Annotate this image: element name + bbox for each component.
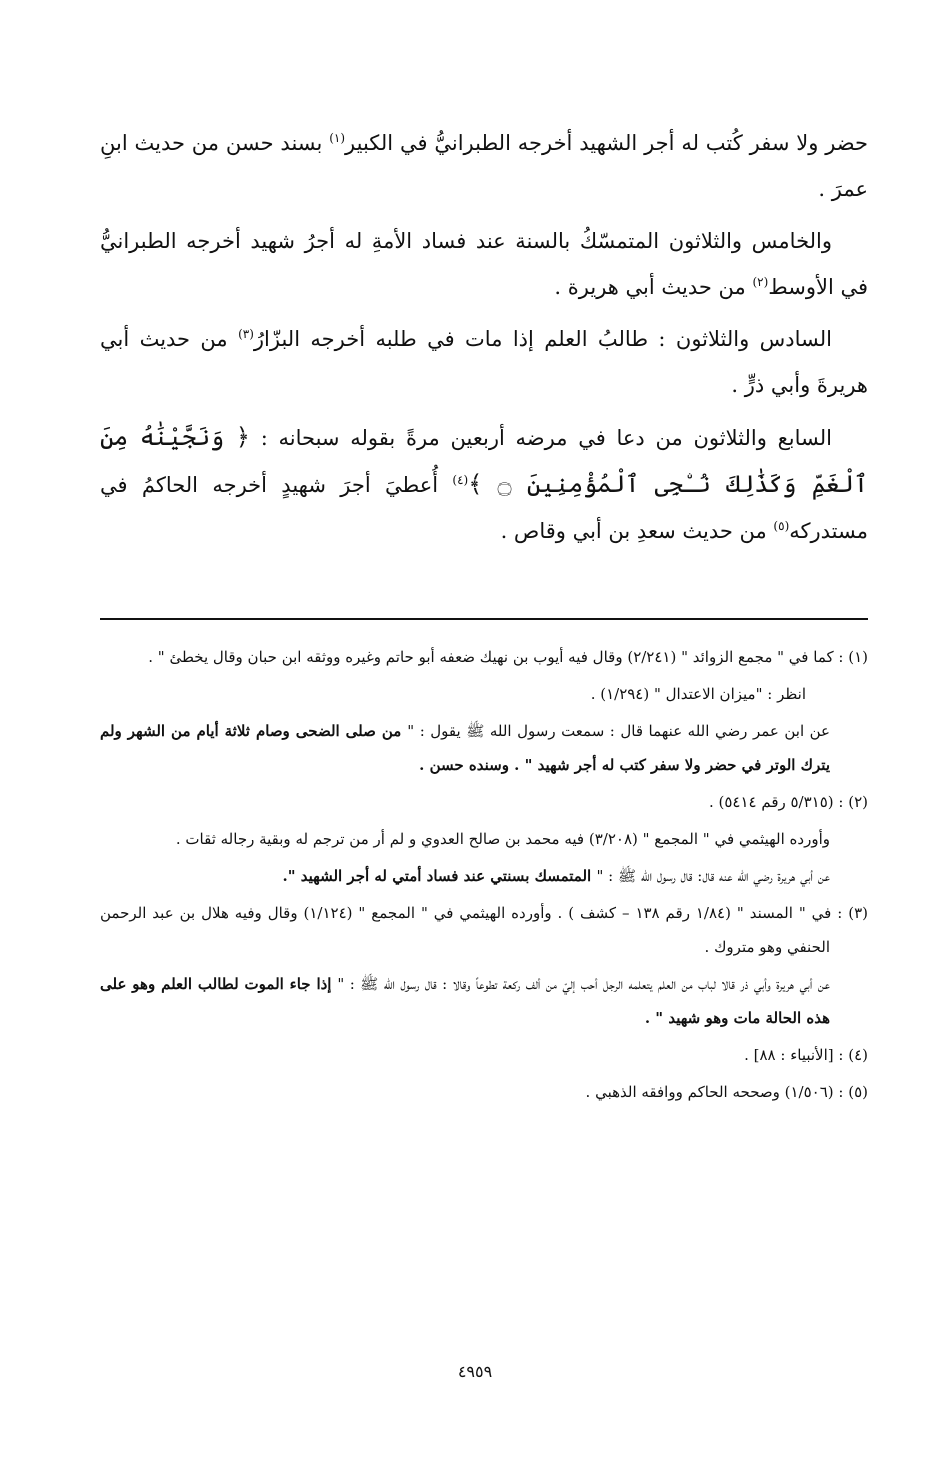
paragraph-text: حضر ولا سفر كُتب له أجر الشهيد أخرجه الطبرانيُّ في الكبير [345, 131, 868, 155]
footnote-ref-3[interactable]: (٣) [238, 327, 254, 341]
paragraph-4 [100, 414, 868, 554]
paragraph-1 [100, 120, 868, 212]
footnote-ref-2[interactable]: (٢) [752, 275, 769, 289]
footnote-2: (٢) : (٥/٣١٥ رقم ٥٤١٤) . [708, 793, 868, 811]
footnote-1-see: انظر : "ميزان الاعتدال " (١/٢٩٤) . [590, 685, 806, 703]
paragraph-text: بسند حسن من حديث ابنِ عمرَ . [100, 131, 868, 201]
footnote-2-note: وأورده الهيثمي في " المجمع " (٣/٢٠٨) فيه محمد بن صالح العدوي و لم أر من ترجم له وبقية رجاله ثقات . [175, 830, 830, 848]
paragraph-text: السادس والثلاثون : طالبُ العلم إذا مات في طلبه أخرجه البزّارُ [253, 327, 832, 351]
footnote-2-hadith [100, 859, 868, 893]
paragraph-3 [100, 316, 868, 408]
footnote-ref-1[interactable]: (١) [329, 131, 346, 145]
footnote-1: (١) : كما في " مجمع الزوائد " (٢/٢٤١) وقال فيه أيوب بن نهيك ضعفه أبو حاتم وغيره ووثقه ابن حبان وقال يخطئ " . [148, 648, 868, 666]
footnote-3: (٣) : في " المسند " (١/٨٤ رقم ١٣٨ – كشف ) . وأورده الهيثمي في " المجمع " (١/١٢٤) وقال وفيه هلال بن عبد الرحمن الحنفي وهو متروك . [100, 904, 869, 956]
footnote-divider [100, 618, 868, 620]
footnote-4: (٤) : [الأنبياء : ٨٨] . [744, 1046, 868, 1064]
hadith-intro: عن أبي هريرة وأبي ذر قالا لباب من العلم يتعلمه الرجل أحب إليّ من ألف ركعة تطوعاً وقالا : قال رسول الله ﷺ : " [337, 975, 831, 993]
paragraph-text: من حديث سعدِ بن أبي وقاص . [500, 519, 774, 543]
main-text [100, 120, 868, 560]
footnotes [100, 640, 868, 1112]
hadith-intro: عن أبي هريرة رضي الله عنه قال: قال رسول الله ﷺ : " [596, 867, 830, 885]
footnote-ref-4[interactable]: (٤) [452, 473, 469, 487]
paragraph-text: من حديث أبي هريرة . [554, 275, 753, 299]
hadith-text: المتمسك بسنتي عند فساد أمتي له أجر الشهيد ". [282, 867, 597, 885]
footnote-5: (٥) : (١/٥٠٦) وصححه الحاكم ووافقه الذهبي . [585, 1083, 868, 1101]
paragraph-text: والخامس والثلاثون المتمسّكُ بالسنة عند فساد الأمةِ له أجرُ شهيد أخرجه الطبرانيُّ في الأوسط [100, 229, 868, 299]
paragraph-text: من حديث أبي هريرةَ وأبي ذرٍّ . [100, 327, 868, 397]
hadith-intro: عن ابن عمر رضي الله عنهما قال : سمعت رسول الله ﷺ يقول : " [407, 722, 831, 740]
hadith-text: إذا جاء الموت لطالب العلم وهو على هذه الحالة مات وهو شهيد " . [100, 975, 830, 1027]
footnote-1-hadith [100, 714, 868, 782]
paragraph-text: السابع والثلاثون من دعا في مرضه أربعين مرةً بقوله سبحانه : [249, 426, 832, 450]
paragraph-2 [100, 218, 868, 310]
quran-verse: ﴿ وَنَجَّيْنَٰهُ مِنَ ٱلْغَمِّ وَكَذَٰلِكَ نُـۨجِى ٱلْمُؤْمِنِينَ ۝ ﴾ [100, 423, 868, 498]
page-number: ٤٩٥٩ [457, 1362, 493, 1381]
paragraph-text: أُعطيَ أجرَ شهيدٍ أخرجه الحاكمُ في مستدركه [100, 473, 868, 543]
footnote-3-hadith [100, 967, 868, 1035]
footnote-ref-5[interactable]: (٥) [773, 519, 790, 533]
hadith-text: من صلى الضحى وصام ثلاثة أيام من الشهر ولم يترك الوتر في حضر ولا سفر كتب له أجر شهيد " . وسنده حسن . [100, 722, 830, 774]
